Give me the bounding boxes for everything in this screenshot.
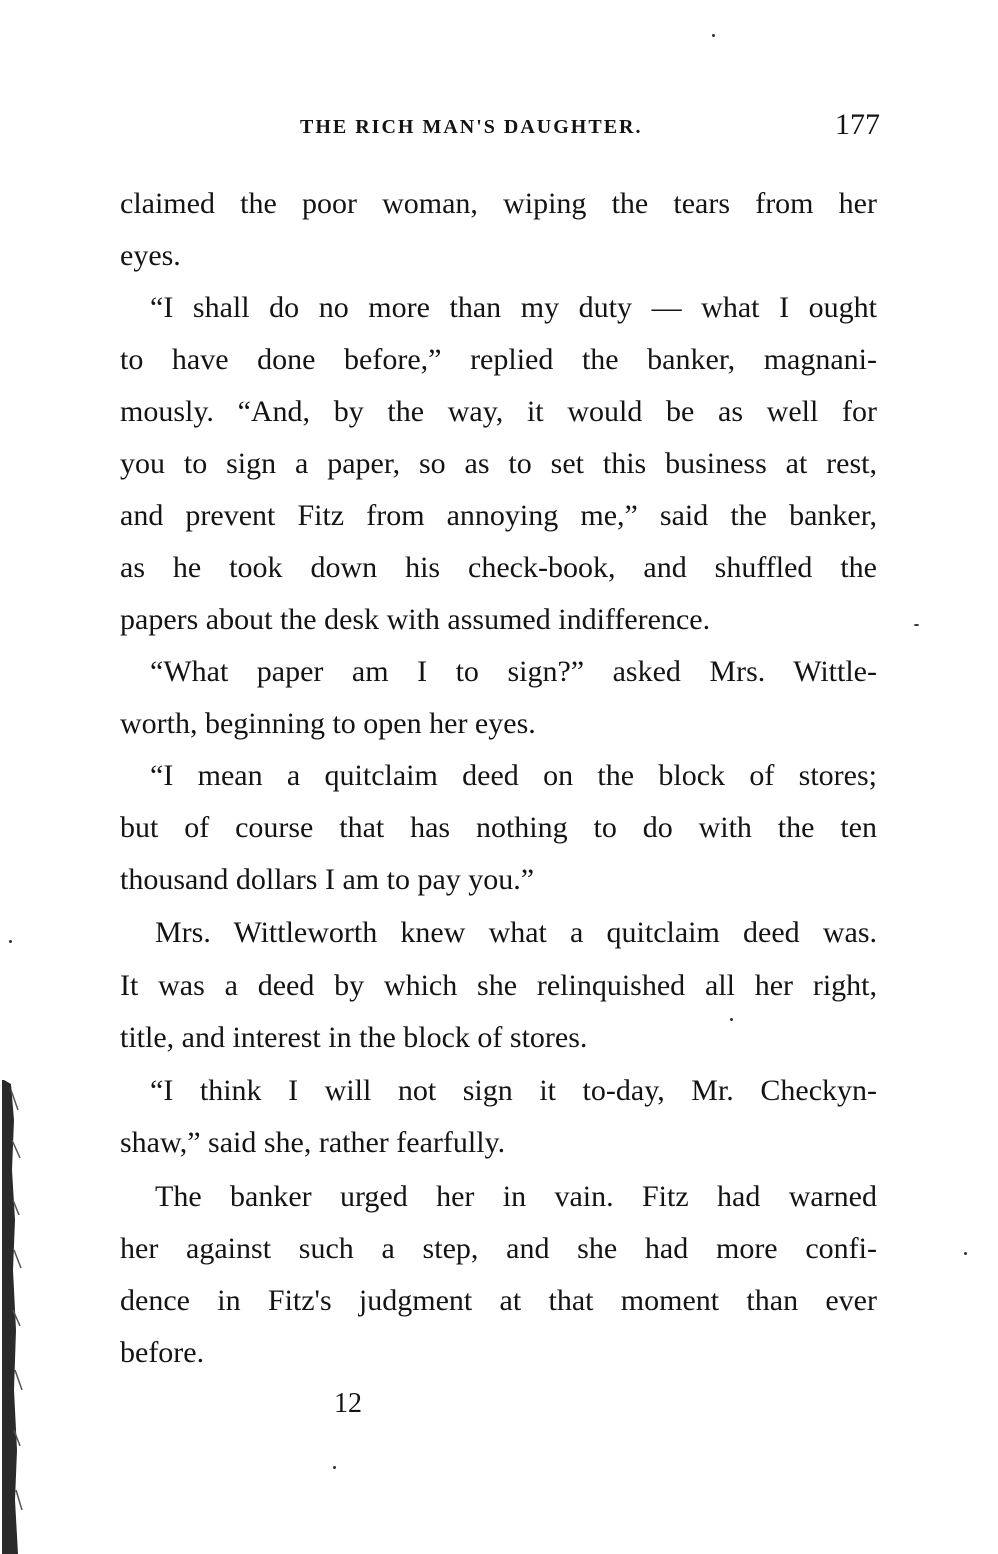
text-line: and prevent Fitz from annoying me,” said the banker,: [120, 499, 877, 532]
signature-mark: 12: [334, 1388, 362, 1419]
text-line: thousand dollars I am to pay you.”: [120, 863, 535, 896]
page-number: 177: [835, 108, 880, 141]
page-speck: [9, 940, 12, 943]
text-line: shaw,” said she, rather fearfully.: [120, 1126, 506, 1159]
text-line: “I shall do no more than my duty — what I ought: [150, 291, 877, 324]
text-line: claimed the poor woman, wiping the tears from her: [120, 187, 877, 220]
text-line: “I think I will not sign it to-day, Mr. Checkyn-: [150, 1074, 877, 1107]
text-line: title, and interest in the block of stores.: [120, 1021, 588, 1054]
page-speck: [333, 1466, 336, 1469]
text-line: her against such a step, and she had more confi-: [120, 1232, 877, 1265]
page-speck: [964, 1252, 967, 1255]
text-line: It was a deed by which she relinquished all her right,: [120, 969, 877, 1002]
text-line: mously. “And, by the way, it would be as well for: [120, 395, 877, 428]
text-line: Mrs. Wittleworth knew what a quitclaim deed was.: [155, 916, 877, 949]
text-line: to have done before,” replied the banker, magnani-: [120, 343, 877, 376]
page-header: [120, 108, 880, 148]
text-line: but of course that has nothing to do with the ten: [120, 811, 877, 844]
page-speck: [730, 1018, 733, 1021]
running-head: THE RICH MAN'S DAUGHTER.: [300, 116, 643, 138]
text-line: as he took down his check-book, and shuffled the: [120, 551, 877, 584]
text-line: dence in Fitz's judgment at that moment than ever: [120, 1284, 877, 1317]
text-line: papers about the desk with assumed indifference.: [120, 603, 711, 636]
text-line: worth, beginning to open her eyes.: [120, 707, 536, 740]
page-speck: [914, 624, 919, 626]
binding-edge-shadow: [2, 1080, 24, 1554]
text-line: “What paper am I to sign?” asked Mrs. Wittle-: [150, 655, 877, 688]
text-line: “I mean a quitclaim deed on the block of stores;: [150, 759, 877, 792]
text-line: you to sign a paper, so as to set this business at rest,: [120, 447, 877, 480]
page-speck: [712, 34, 715, 37]
text-line: The banker urged her in vain. Fitz had warned: [155, 1180, 877, 1213]
text-line: before.: [120, 1336, 205, 1369]
text-line: eyes.: [120, 239, 181, 272]
